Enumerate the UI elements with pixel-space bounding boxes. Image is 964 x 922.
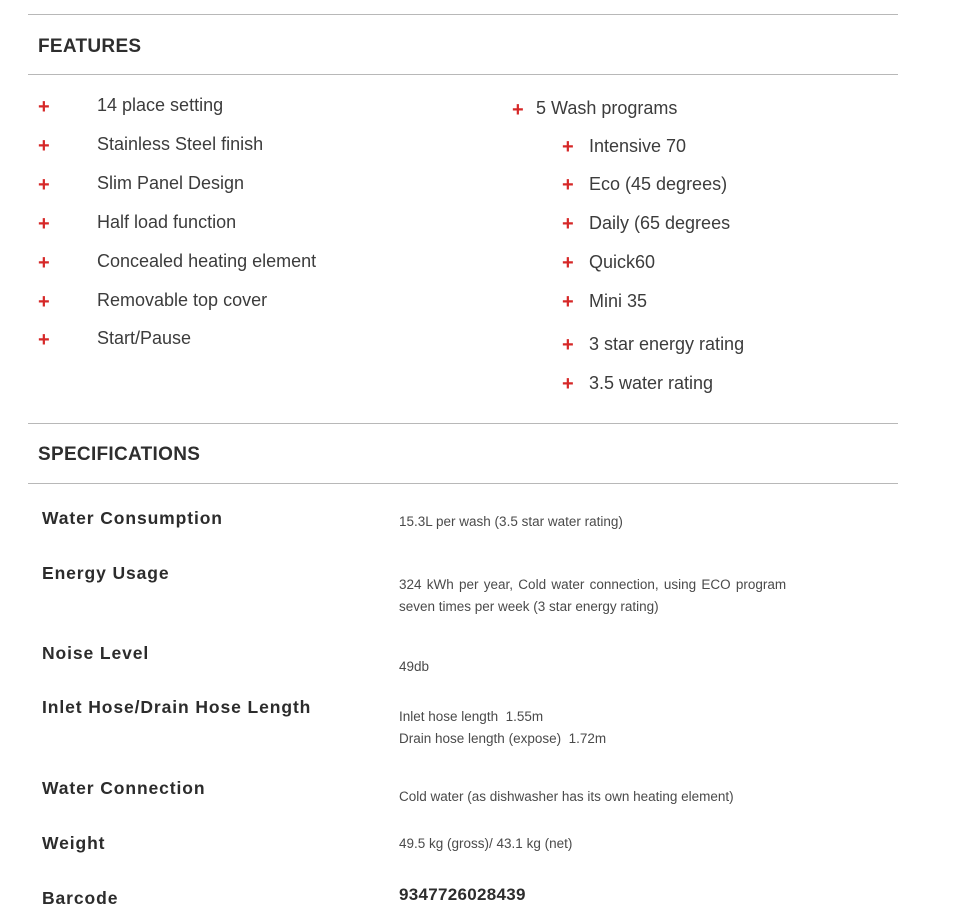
plus-icon: + [512, 99, 524, 121]
spec-value-line: 324 kWh per year, Cold water connection, using ECO program [399, 577, 787, 592]
feature-text: 5 Wash programs [536, 98, 678, 118]
specifications-title: SPECIFICATIONS [38, 444, 201, 465]
top-divider [28, 14, 898, 15]
barcode-value: 9347726028439 [399, 885, 526, 904]
feature-text: Mini 35 [589, 291, 648, 311]
plus-icon: + [562, 213, 574, 235]
plus-icon: + [38, 135, 50, 157]
plus-icon: + [562, 174, 574, 196]
specifications-top-divider [28, 423, 898, 424]
feature-text: Stainless Steel finish [97, 134, 264, 154]
specifications-divider [28, 483, 898, 484]
spec-value [399, 574, 899, 618]
feature-text: Start/Pause [97, 328, 192, 348]
spec-label: Noise Level [42, 643, 150, 663]
plus-icon: + [562, 252, 574, 274]
plus-icon: + [38, 291, 50, 313]
feature-text: 3.5 water rating [589, 373, 714, 393]
feature-text: Removable top cover [97, 290, 268, 310]
feature-text: Concealed heating element [97, 251, 317, 271]
plus-icon: + [38, 213, 50, 235]
spec-value [399, 833, 899, 855]
plus-icon: + [38, 252, 50, 274]
spec-label: Inlet Hose/Drain Hose Length [42, 697, 312, 717]
features-divider [28, 74, 898, 75]
spec-value [399, 706, 899, 750]
spec-label: Energy Usage [42, 563, 170, 583]
plus-icon: + [562, 373, 574, 395]
feature-text: Quick60 [589, 252, 656, 272]
feature-text: Half load function [97, 212, 237, 232]
spec-value [399, 656, 899, 678]
spec-value-line: Drain hose length (expose) 1.72m [399, 731, 607, 746]
spec-value-line: Inlet hose length 1.55m [399, 709, 544, 724]
features-title: FEATURES [38, 36, 142, 57]
feature-text: 14 place setting [97, 95, 224, 115]
plus-icon: + [38, 174, 50, 196]
spec-label: Water Consumption [42, 508, 223, 528]
spec-value-line: 49db [399, 659, 430, 674]
spec-label: Water Connection [42, 778, 206, 798]
spec-label: Barcode [42, 888, 119, 908]
spec-label: Weight [42, 833, 106, 853]
spec-value-line: seven times per week (3 star energy rating) [399, 599, 659, 614]
feature-text: Slim Panel Design [97, 173, 245, 193]
plus-icon: + [562, 136, 574, 158]
feature-text: Daily (65 degrees [589, 213, 731, 233]
spec-value [399, 884, 899, 906]
feature-text: 3 star energy rating [589, 334, 745, 354]
spec-value [399, 786, 899, 808]
plus-icon: + [562, 291, 574, 313]
plus-icon: + [38, 329, 50, 351]
spec-value [399, 511, 899, 533]
spec-value-line: Cold water (as dishwasher has its own heating element) [399, 789, 734, 804]
spec-value-line: 49.5 kg (gross)/ 43.1 kg (net) [399, 836, 573, 851]
feature-text: Eco (45 degrees) [589, 174, 728, 194]
plus-icon: + [38, 96, 50, 118]
plus-icon: + [562, 334, 574, 356]
feature-text: Intensive 70 [589, 136, 687, 156]
spec-value-line: 15.3L per wash (3.5 star water rating) [399, 514, 623, 529]
